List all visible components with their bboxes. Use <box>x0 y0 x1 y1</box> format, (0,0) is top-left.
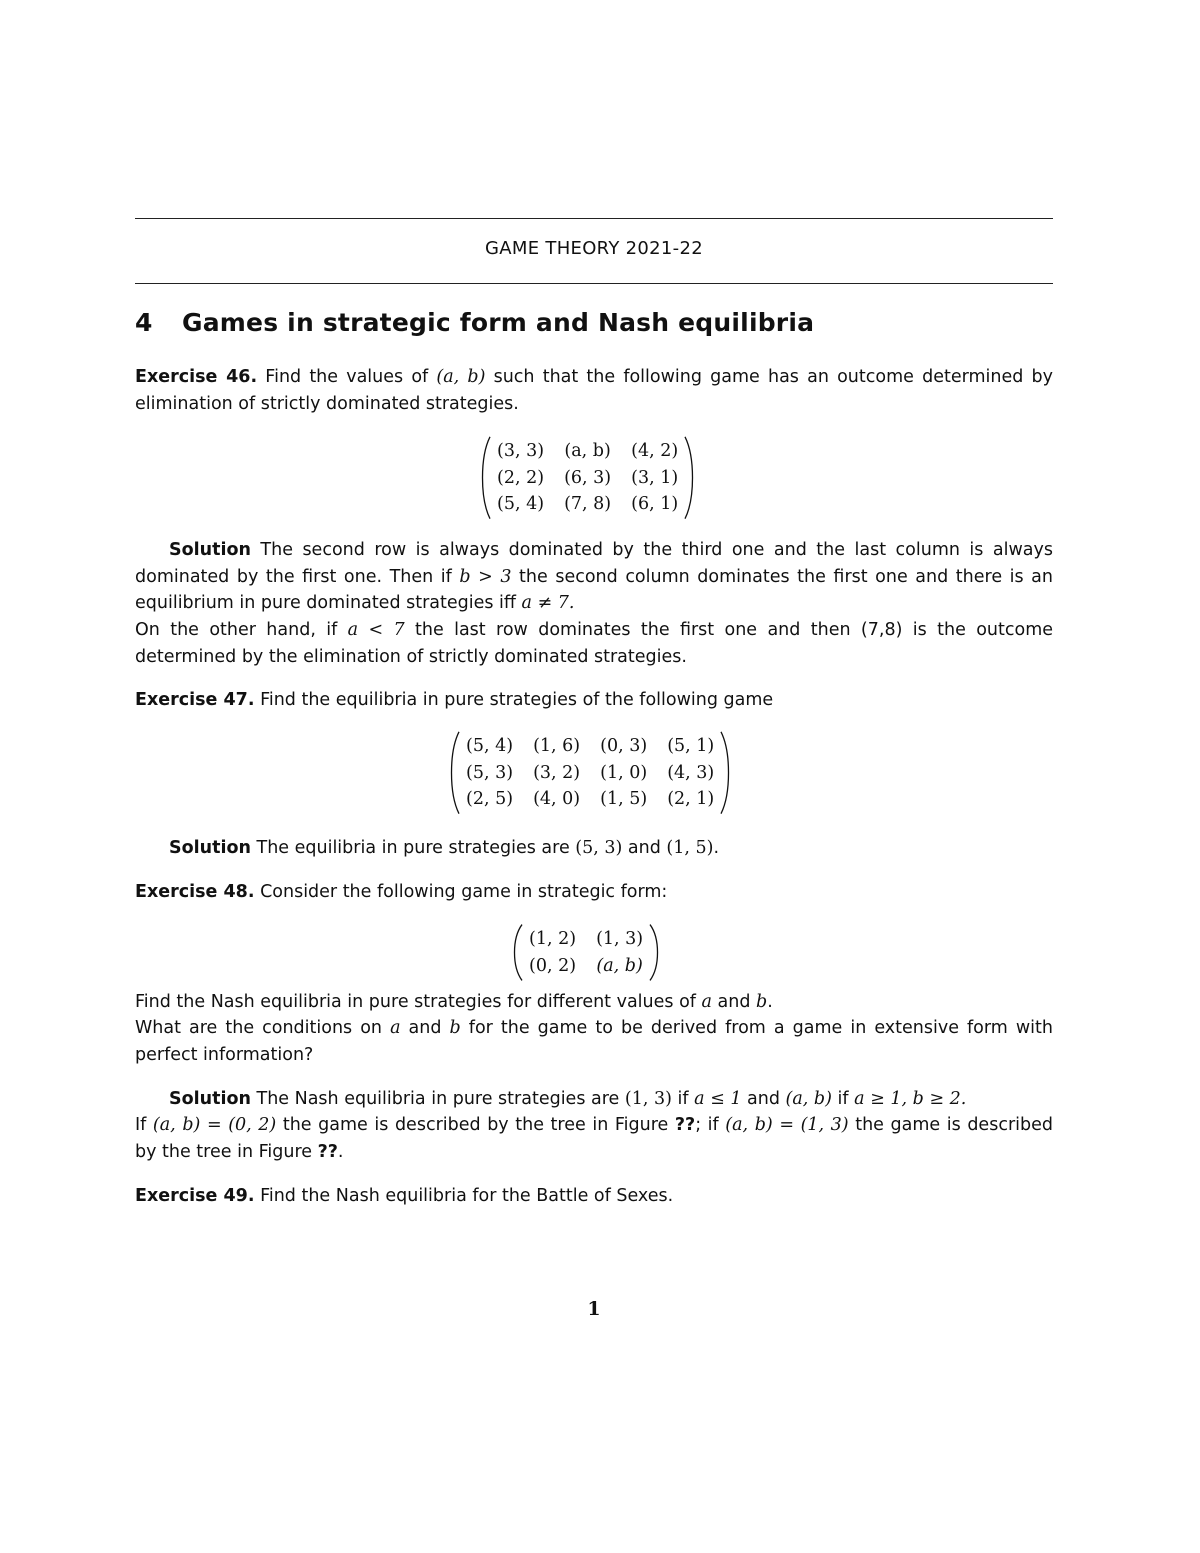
exercise-46-matrix <box>479 436 696 520</box>
matrix-cell: (5, 1) <box>667 736 715 756</box>
exercise-48-solution-cont: If (a, b) = (0, 2) the game is described by the tree in Figure ??; if (a, b) = (1, 3) the game is described by the tree in Figure ??. <box>135 1115 1053 1162</box>
exercise-48-question-2: What are the conditions on a and b for the game to be derived from a game in extensive form with perfect information? <box>135 1018 1053 1065</box>
running-title: GAME THEORY 2021-22 <box>485 238 703 259</box>
exercise-49-statement: Exercise 49. Find the Nash equilibria for the Battle of Sexes. <box>135 1186 674 1206</box>
matrix-cell: (0, 3) <box>600 736 648 756</box>
exercise-48-label: Exercise 48. <box>135 882 255 902</box>
matrix-cell: (a, b) <box>596 955 643 976</box>
section-heading <box>135 308 1053 337</box>
matrix-cell: (2, 1) <box>667 789 715 809</box>
right-paren <box>649 924 661 981</box>
exercise-48-matrix <box>511 924 661 981</box>
matrix-cell: (6, 3) <box>564 467 612 488</box>
document-page <box>135 0 1053 1553</box>
exercise-48-statement: Exercise 48. Consider the following game in strategic form: <box>135 882 668 902</box>
exercise-47-matrix <box>448 731 732 815</box>
matrix-cell: (1, 5) <box>600 789 648 809</box>
header-rule-top <box>135 218 1053 219</box>
matrix-cell: (1, 0) <box>600 762 648 783</box>
right-paren <box>684 436 696 520</box>
solution-label: Solution <box>169 838 251 858</box>
matrix-cell: (4, 3) <box>667 762 715 783</box>
exercise-46-label: Exercise 46. <box>135 367 258 387</box>
exercise-49-label: Exercise 49. <box>135 1186 255 1206</box>
matrix-cell: (1, 6) <box>533 736 581 756</box>
left-paren <box>479 436 491 520</box>
left-paren <box>511 924 523 981</box>
matrix-cell: (0, 2) <box>529 955 577 976</box>
matrix-cell: (7, 8) <box>564 494 612 514</box>
page-number: 1 <box>587 1298 601 1320</box>
exercise-48-question-1: Find the Nash equilibria in pure strategies for different values of a and b. <box>135 992 773 1012</box>
matrix-cell: (1, 3) <box>596 929 644 949</box>
matrix-cell: (5, 3) <box>466 762 514 783</box>
matrix-cell: (a, b) <box>564 441 611 461</box>
matrix-cell: (3, 2) <box>533 762 581 783</box>
section-number: 4 <box>135 308 153 337</box>
matrix-cell: (3, 1) <box>631 467 679 488</box>
header-rule-bottom <box>135 283 1053 284</box>
matrix-cell: (3, 3) <box>497 441 545 461</box>
matrix-cell: (5, 4) <box>466 736 514 756</box>
exercise-46-solution: Solution The second row is always dominated by the third one and the last column is always dominated by the first one. Then if b > 3 the second column dominates the first one and there is an equilibrium in pure dominated strategies iff a ≠ 7. <box>135 540 1053 613</box>
matrix-cell: (1, 2) <box>529 929 577 949</box>
figure-reference[interactable]: ?? <box>674 1115 696 1135</box>
right-paren <box>720 731 732 815</box>
exercise-48-solution: Solution The Nash equilibria in pure strategies are (1, 3) if a ≤ 1 and (a, b) if a ≥ 1, b ≥ 2. <box>169 1089 967 1109</box>
matrix-cell: (4, 0) <box>533 789 581 809</box>
matrix-cell: (6, 1) <box>631 494 679 514</box>
exercise-46-statement: Exercise 46. Find the values of (a, b) such that the following game has an outcome determined by elimination of strictly dominated strategies. <box>135 367 1053 414</box>
matrix-cell: (4, 2) <box>631 441 679 461</box>
exercise-47-solution: Solution The equilibria in pure strategies are (5, 3) and (1, 5). <box>169 838 720 858</box>
exercise-46-solution-cont: On the other hand, if a < 7 the last row dominates the first one and then (7,8) is the outcome determined by the elimination of strictly dominated strategies. <box>135 620 1054 667</box>
section-title: Games in strategic form and Nash equilibria <box>182 308 815 337</box>
left-paren <box>448 731 460 815</box>
matrix-cell: (5, 4) <box>497 494 545 514</box>
figure-reference[interactable]: ?? <box>317 1141 338 1162</box>
matrix-cell: (2, 5) <box>466 789 514 809</box>
exercise-47-label: Exercise 47. <box>135 690 255 710</box>
solution-label: Solution <box>169 1089 251 1109</box>
exercise-47-statement: Exercise 47. Find the equilibria in pure strategies of the following game <box>135 690 774 710</box>
matrix-cell: (2, 2) <box>497 467 545 488</box>
solution-label: Solution <box>169 540 251 560</box>
